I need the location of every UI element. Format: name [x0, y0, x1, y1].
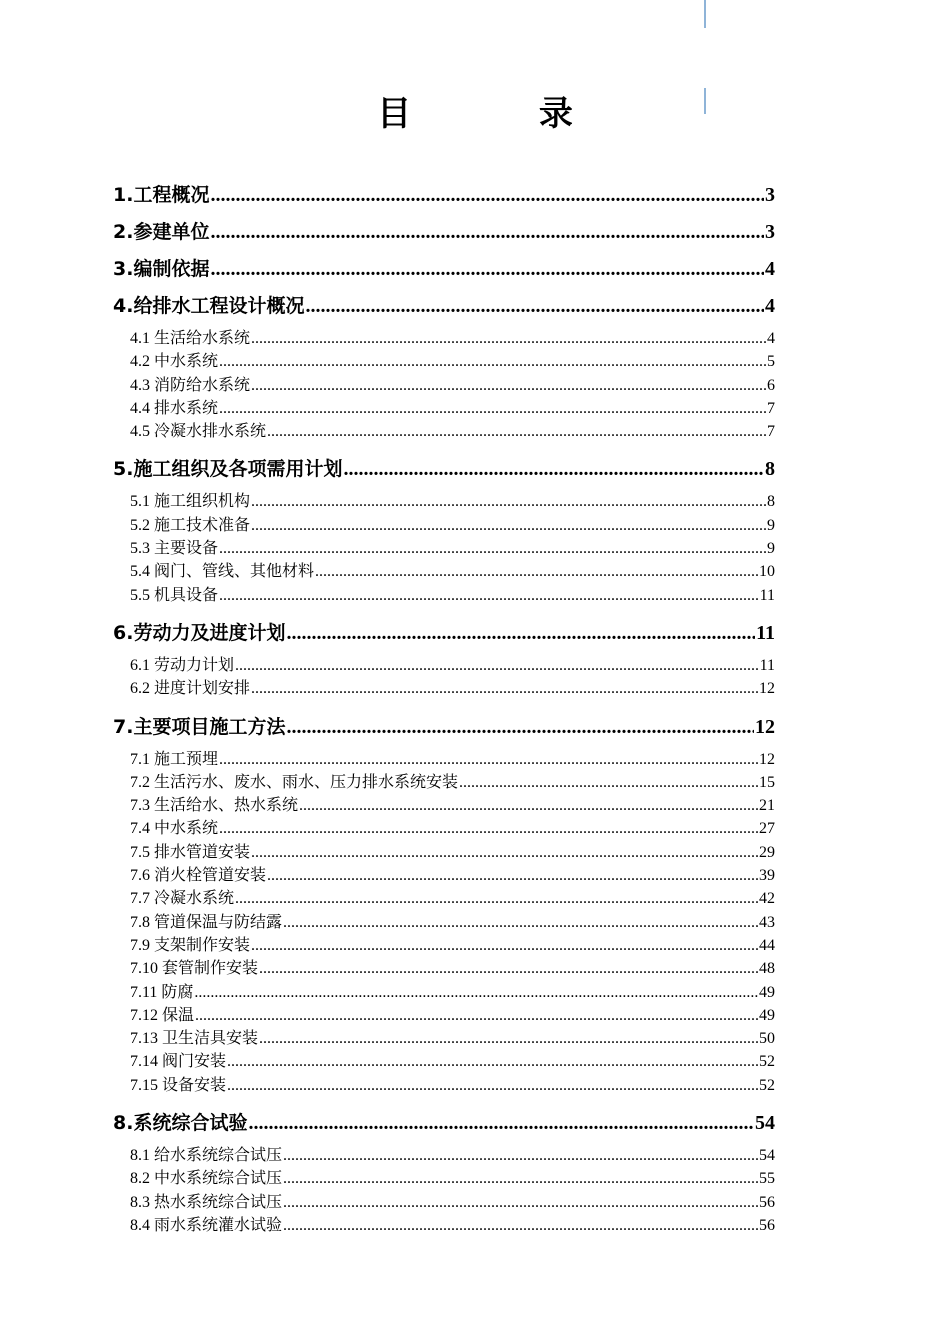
- toc-subsection-label: 4.3 消防给水系统: [130, 376, 251, 394]
- toc-page-number: 49: [759, 1006, 775, 1024]
- toc-subsection-entry[interactable]: [113, 585, 775, 608]
- dot-leader: [210, 217, 764, 247]
- toc-page-number: 10: [759, 563, 775, 581]
- toc-subsection-label: 6.2 进度计划安排: [130, 680, 251, 698]
- dot-leader: [219, 398, 766, 420]
- toc-page-number: 9: [767, 516, 775, 534]
- dot-leader: [251, 328, 766, 350]
- dot-leader: [267, 865, 758, 887]
- toc-subsection-label: 8.4 雨水系统灌水试验: [130, 1216, 283, 1234]
- toc-subsection-entry[interactable]: [113, 678, 775, 701]
- toc-page-number: 4: [765, 295, 775, 317]
- toc-subsection-entry[interactable]: [113, 491, 775, 514]
- toc-subsection-label: 7.14 阀门安装: [130, 1053, 227, 1071]
- toc-subsection-entry[interactable]: [113, 398, 775, 421]
- toc-subsection-entry[interactable]: [113, 375, 775, 398]
- toc-subsection-label: 7.5 排水管道安装: [130, 843, 251, 861]
- toc-section-entry[interactable]: [113, 454, 775, 491]
- dot-leader: [251, 678, 758, 700]
- dot-leader: [235, 655, 759, 677]
- section-spacer: [113, 1238, 775, 1248]
- toc-section-entry[interactable]: [113, 217, 775, 254]
- toc-section-entry[interactable]: [113, 618, 775, 655]
- toc-page-number: 11: [759, 586, 775, 604]
- dot-leader: [227, 1051, 758, 1073]
- dot-leader: [219, 818, 758, 840]
- dot-leader: [283, 1145, 758, 1167]
- dot-leader: [259, 958, 758, 980]
- toc-page-number: 21: [759, 797, 775, 815]
- toc-subsection-entry[interactable]: [113, 865, 775, 888]
- dot-leader: [210, 254, 764, 284]
- toc-subsection-label: 5.3 主要设备: [130, 540, 219, 558]
- dot-leader: [235, 888, 758, 910]
- toc-subsection-entry[interactable]: [113, 1145, 775, 1168]
- toc-page-number: 3: [765, 184, 775, 206]
- toc-subsection-label: 8.1 给水系统综合试压: [130, 1147, 283, 1165]
- section-spacer: [113, 608, 775, 618]
- toc-subsection-entry[interactable]: [113, 818, 775, 841]
- dot-leader: [219, 351, 766, 373]
- toc-subsection-entry[interactable]: [113, 1051, 775, 1074]
- toc-subsection-label: 5.5 机具设备: [130, 586, 219, 604]
- toc-subsection-label: 7.3 生活给水、热水系统: [130, 797, 299, 815]
- toc-subsection-label: 7.4 中水系统: [130, 820, 219, 838]
- toc-subsection-label: 7.12 保温: [130, 1006, 195, 1024]
- dot-leader: [286, 712, 754, 742]
- toc-page-number: 8: [765, 458, 775, 481]
- toc-subsection-label: 8.3 热水系统综合试压: [130, 1193, 283, 1211]
- toc-subsection-entry[interactable]: [113, 842, 775, 865]
- toc-subsection-entry[interactable]: [113, 351, 775, 374]
- toc-page-number: 52: [759, 1053, 775, 1071]
- dot-leader: [315, 561, 758, 583]
- toc-section-label: 8.系统综合试验: [113, 1112, 248, 1135]
- toc-page-number: 4: [765, 258, 775, 280]
- toc-subsection-label: 7.9 支架制作安装: [130, 936, 251, 954]
- dot-leader: [283, 1215, 758, 1237]
- toc-subsection-entry[interactable]: [113, 1075, 775, 1098]
- dot-leader: [219, 749, 758, 771]
- toc-subsection-entry[interactable]: [113, 912, 775, 935]
- toc-section-label: 2.参建单位: [113, 221, 210, 243]
- toc-subsection-entry[interactable]: [113, 515, 775, 538]
- toc-section-entry[interactable]: [113, 1108, 775, 1145]
- toc-page-number: 56: [759, 1216, 775, 1234]
- toc-page-number: 12: [755, 715, 775, 738]
- toc-subsection-entry[interactable]: [113, 561, 775, 584]
- dot-leader: [283, 1192, 758, 1214]
- dot-leader: [227, 1075, 758, 1097]
- dot-leader: [251, 515, 766, 537]
- toc-section-entry[interactable]: [113, 180, 775, 217]
- toc-subsection-entry[interactable]: [113, 888, 775, 911]
- toc-section-label: 5.施工组织及各项需用计划: [113, 458, 343, 481]
- toc-page-number: 9: [767, 540, 775, 558]
- toc-page-number: 55: [759, 1170, 775, 1188]
- dot-leader: [459, 772, 758, 794]
- toc-section-label: 6.劳动力及进度计划: [113, 621, 286, 644]
- dot-leader: [219, 585, 759, 607]
- dot-leader: [343, 454, 764, 484]
- toc-subsection-label: 7.11 防腐: [130, 983, 194, 1001]
- toc-subsection-label: 7.13 卫生洁具安装: [130, 1030, 259, 1048]
- toc-page-number: 8: [767, 493, 775, 511]
- toc-subsection-entry[interactable]: [113, 1215, 775, 1238]
- toc-page-number: 44: [759, 936, 775, 954]
- toc-page-number: 12: [759, 680, 775, 698]
- toc-page-number: 39: [759, 867, 775, 885]
- toc-subsection-label: 7.6 消火栓管道安装: [130, 867, 267, 885]
- dot-leader: [286, 618, 755, 648]
- toc-subsection-label: 7.15 设备安装: [130, 1076, 227, 1094]
- toc-subsection-entry[interactable]: [113, 1005, 775, 1028]
- toc-subsection-label: 7.2 生活污水、废水、雨水、压力排水系统安装: [130, 773, 459, 791]
- toc-subsection-entry[interactable]: [113, 958, 775, 981]
- toc-subsection-entry[interactable]: [113, 982, 775, 1005]
- toc-subsection-label: 4.2 中水系统: [130, 353, 219, 371]
- toc-page-number: 54: [759, 1147, 775, 1165]
- page-corner-mark-top: [704, 0, 706, 28]
- toc-section-label: 1.工程概况: [113, 184, 210, 206]
- dot-leader: [259, 1028, 758, 1050]
- dot-leader: [267, 421, 766, 443]
- toc-subsection-label: 6.1 劳动力计划: [130, 656, 235, 674]
- toc-section-entry[interactable]: [113, 712, 775, 749]
- toc-page-number: 56: [759, 1193, 775, 1211]
- toc-subsection-label: 7.8 管道保温与防结露: [130, 913, 283, 931]
- toc-subsection-label: 4.5 冷凝水排水系统: [130, 423, 267, 441]
- toc-subsection-label: 8.2 中水系统综合试压: [130, 1170, 283, 1188]
- toc-subsection-label: 7.1 施工预埋: [130, 750, 219, 768]
- toc-subsection-label: 5.2 施工技术准备: [130, 516, 251, 534]
- toc-page-number: 29: [759, 843, 775, 861]
- toc-subsection-entry[interactable]: [113, 1168, 775, 1191]
- toc-page-number: 12: [759, 750, 775, 768]
- table-of-contents: [113, 180, 775, 1248]
- toc-page-number: 3: [765, 221, 775, 243]
- dot-leader: [195, 1005, 758, 1027]
- dot-leader: [251, 842, 758, 864]
- toc-page-number: 6: [767, 376, 775, 394]
- toc-section-label: 4.给排水工程设计概况: [113, 295, 305, 317]
- section-spacer: [113, 444, 775, 454]
- toc-subsection-entry[interactable]: [113, 655, 775, 678]
- dot-leader: [305, 291, 764, 321]
- dot-leader: [299, 795, 758, 817]
- toc-subsection-label: 5.4 阀门、管线、其他材料: [130, 563, 315, 581]
- dot-leader: [194, 982, 758, 1004]
- toc-subsection-label: 4.1 生活给水系统: [130, 330, 251, 347]
- dot-leader: [219, 538, 766, 560]
- toc-page-number: 48: [759, 960, 775, 978]
- toc-page-number: 49: [759, 983, 775, 1001]
- toc-page-number: 54: [755, 1112, 775, 1135]
- toc-subsection-entry[interactable]: [113, 795, 775, 818]
- toc-subsection-entry[interactable]: [113, 935, 775, 958]
- toc-section-label: 3.编制依据: [113, 258, 210, 280]
- toc-page-number: 11: [759, 656, 775, 674]
- toc-page-number: 4: [767, 330, 775, 347]
- toc-page-number: 27: [759, 820, 775, 838]
- toc-page-number: 52: [759, 1076, 775, 1094]
- toc-section-entry[interactable]: [113, 254, 775, 291]
- toc-section-entry[interactable]: [113, 291, 775, 328]
- toc-subsection-entry[interactable]: [113, 328, 775, 351]
- toc-subsection-label: 4.4 排水系统: [130, 399, 219, 417]
- toc-subsection-entry[interactable]: [113, 772, 775, 795]
- dot-leader: [283, 1168, 758, 1190]
- toc-page-number: 7: [767, 423, 775, 441]
- toc-page-number: 7: [767, 399, 775, 417]
- toc-subsection-entry[interactable]: [113, 749, 775, 772]
- toc-title: 目 录: [377, 94, 631, 134]
- dot-leader: [251, 935, 758, 957]
- toc-page-number: 5: [767, 353, 775, 371]
- section-spacer: [113, 702, 775, 712]
- dot-leader: [248, 1108, 754, 1138]
- dot-leader: [210, 180, 764, 210]
- toc-subsection-entry[interactable]: [113, 421, 775, 444]
- section-spacer: [113, 1098, 775, 1108]
- toc-subsection-label: 7.7 冷凝水系统: [130, 890, 235, 908]
- toc-subsection-label: 7.10 套管制作安装: [130, 960, 259, 978]
- toc-section-label: 7.主要项目施工方法: [113, 715, 286, 738]
- toc-subsection-entry[interactable]: [113, 1192, 775, 1215]
- toc-page-number: 15: [759, 773, 775, 791]
- dot-leader: [251, 375, 766, 397]
- toc-page-number: 43: [759, 913, 775, 931]
- toc-subsection-entry[interactable]: [113, 1028, 775, 1051]
- toc-page-number: 42: [759, 890, 775, 908]
- dot-leader: [283, 912, 758, 934]
- toc-subsection-entry[interactable]: [113, 538, 775, 561]
- toc-subsection-label: 5.1 施工组织机构: [130, 493, 251, 511]
- dot-leader: [251, 491, 766, 513]
- toc-page-number: 50: [759, 1030, 775, 1048]
- toc-page-number: 11: [756, 621, 775, 644]
